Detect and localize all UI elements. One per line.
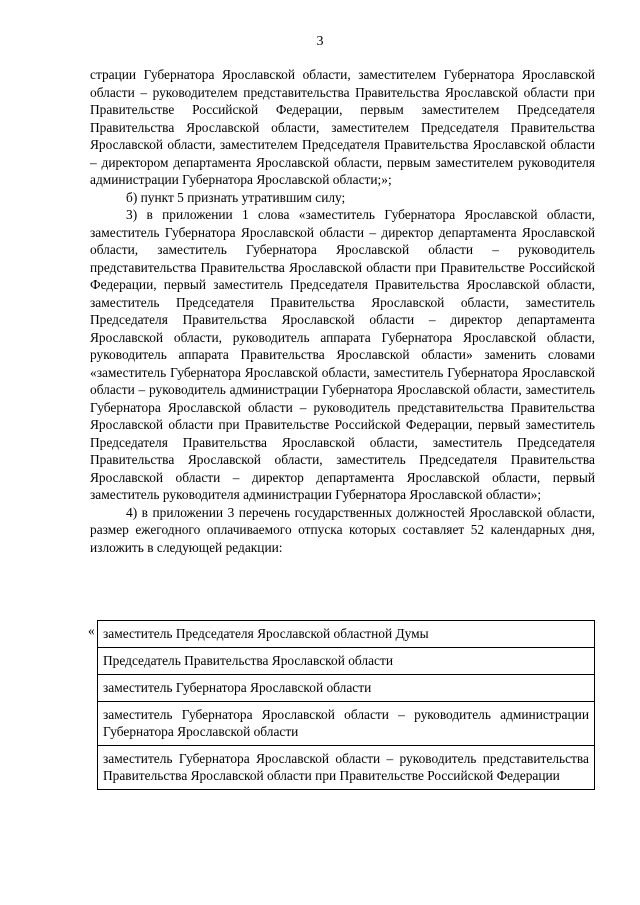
table-row: [98, 621, 595, 648]
table-cell: заместитель Губернатора Ярославской области: [98, 675, 595, 702]
body-text: [90, 66, 595, 556]
table-row: [98, 702, 595, 746]
paragraph-item-b: б) пункт 5 признать утратившим силу;: [126, 189, 346, 205]
page-number: 3: [316, 34, 324, 49]
table-cell: заместитель Губернатора Ярославской области – руководитель администрации Губернатора Ярославской области: [98, 702, 595, 746]
paragraph-continuation: страции Губернатора Ярославской области, заместителем Губернатора Ярославской области – руководителем представительства Правительства Ярославской области при Правительстве Российской Федерации, первым заместителем Председателя Правительства Ярославской области, заместителем Председателя Правительства Ярославской области, заместителем Председателя Правительства Ярославской области – директором департамента Ярославской области, первым заместителем руководителя администрации Губернатора Ярославской области;»;: [90, 67, 595, 187]
table-cell: Председатель Правительства Ярославской области: [98, 648, 595, 675]
table-row: [98, 746, 595, 790]
paragraph-item-3: 3) в приложении 1 слова «заместитель Губернатора Ярославской области, заместитель Губернатора Ярославской области – директор департамента Ярославской области, заместитель Губернатора Ярославской области – руководитель представительства Правительства Ярославской области при Правительстве Российской Федерации, первый заместитель Председателя Правительства Ярославской области, заместитель Председателя Правительства Ярославской области, заместитель Председателя Правительства Ярославской области – директор департамента Ярославской области, руководитель аппарата Губернатора Ярославской области, руководитель аппарата Правительства Ярославской области» заменить словами «заместитель Губернатора Ярославской области, заместитель Губернатора Ярославской области – руководитель администрации Губернатора Ярославской области, заместитель Губернатора Ярославской области – руководитель представительства Правительства Ярославской области при Правительстве Российской Федерации, первый заместитель Председателя Правительства Ярославской области, заместитель Председателя Правительства Ярославской области, заместитель Председателя Правительства Ярославской области – директор департамента Ярославской области, первый заместитель руководителя администрации Губернатора Ярославской области»;: [90, 207, 595, 502]
paragraph-item-4: 4) в приложении 3 перечень государственных должностей Ярославской области, размер ежегодного оплачиваемого отпуска которых составляет 52 календарных дня, изложить в следующей редакции:: [90, 504, 595, 555]
table-open-quote: «: [88, 623, 95, 638]
table-cell: заместитель Председателя Ярославской областной Думы: [98, 621, 595, 648]
table-cell: заместитель Губернатора Ярославской области – руководитель представительства Правительства Ярославской области при Правительстве Российской Федерации: [98, 746, 595, 790]
positions-table: [97, 620, 595, 790]
table-row: [98, 648, 595, 675]
table-row: [98, 675, 595, 702]
